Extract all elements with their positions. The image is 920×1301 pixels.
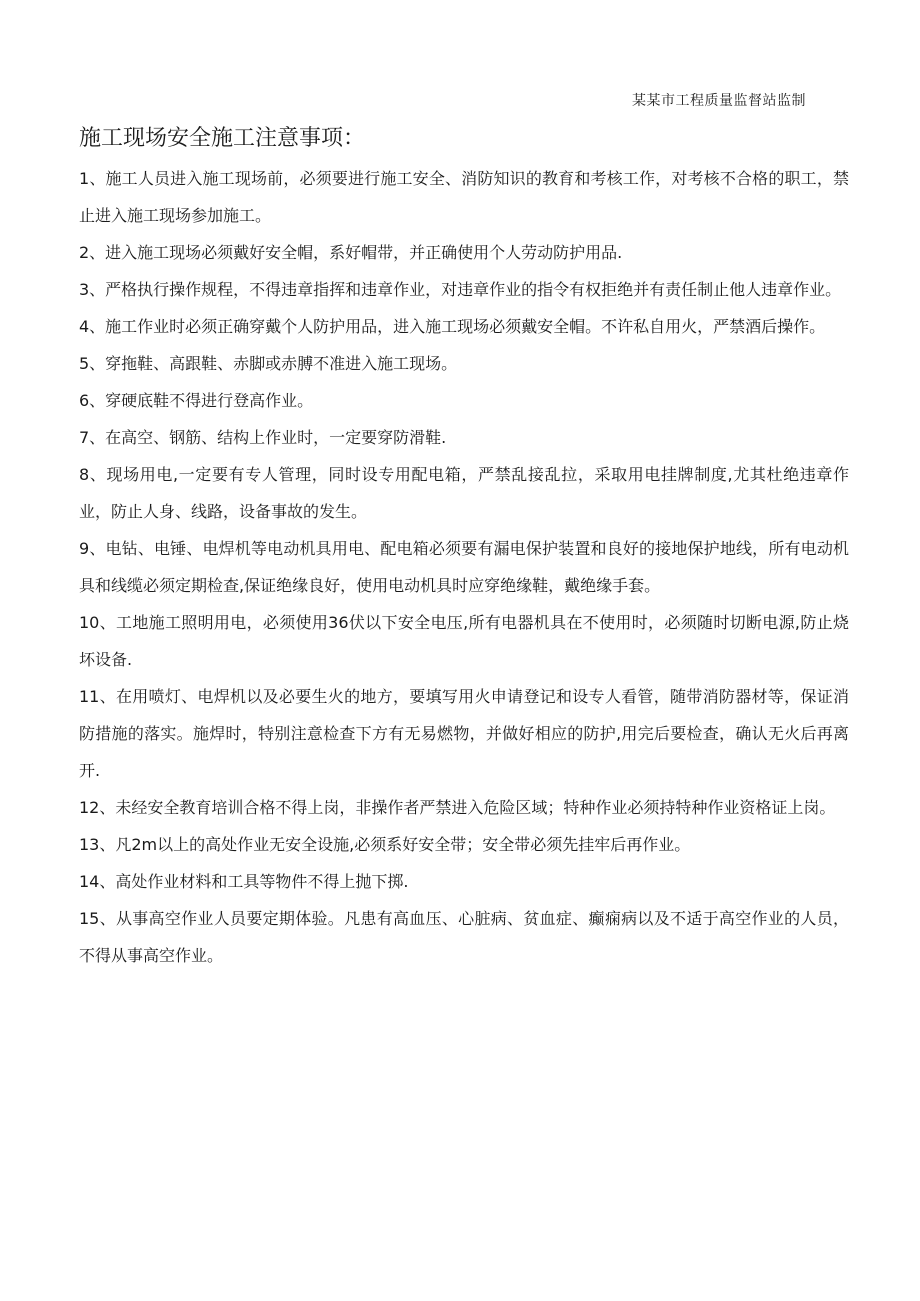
rule-item-9: 9、电钻、电锤、电焊机等电动机具用电、配电箱必须要有漏电保护装置和良好的接地保护地线，所有电动机具和线缆必须定期检查,保证绝缘良好，使用电动机具时应穿绝缘鞋，戴绝缘手套。 bbox=[79, 539, 849, 595]
rule-item-15: 15、从事高空作业人员要定期体验。凡患有高血压、心脏病、贫血症、癫痫病以及不适于高空作业的人员，不得从事高空作业。 bbox=[79, 909, 849, 965]
rule-item-6: 6、穿硬底鞋不得进行登高作业。 bbox=[79, 391, 314, 410]
rule-item-8: 8、现场用电,一定要有专人管理，同时设专用配电箱，严禁乱接乱拉，采取用电挂牌制度,尤其杜绝违章作业，防止人身、线路，设备事故的发生。 bbox=[79, 465, 849, 521]
rule-item-7: 7、在高空、钢筋、结构上作业时，一定要穿防滑鞋. bbox=[79, 428, 447, 447]
rule-item-12: 12、未经安全教育培训合格不得上岗，非操作者严禁进入危险区域；特种作业必须持特种作业资格证上岗。 bbox=[79, 798, 836, 817]
rules-list bbox=[79, 160, 849, 974]
page-title: 施工现场安全施工注意事项： bbox=[79, 126, 366, 151]
rule-item-1: 1、施工人员进入施工现场前，必须要进行施工安全、消防知识的教育和考核工作，对考核不合格的职工，禁止进入施工现场参加施工。 bbox=[79, 169, 849, 225]
rule-item-11: 11、在用喷灯、电焊机以及必要生火的地方，要填写用火申请登记和设专人看管，随带消防器材等，保证消防措施的落实。施焊时，特别注意检查下方有无易燃物，并做好相应的防护,用完后要检查，确认无火后再离开. bbox=[79, 687, 849, 780]
rule-item-3: 3、严格执行操作规程，不得违章指挥和违章作业，对违章作业的指令有权拒绝并有责任制止他人违章作业。 bbox=[79, 280, 842, 299]
rule-item-13: 13、凡2m以上的高处作业无安全设施,必须系好安全带；安全带必须先挂牢后再作业。 bbox=[79, 835, 691, 854]
rule-item-2: 2、进入施工现场必须戴好安全帽，系好帽带，并正确使用个人劳动防护用品. bbox=[79, 243, 623, 262]
rule-item-5: 5、穿拖鞋、高跟鞋、赤脚或赤膊不准进入施工现场。 bbox=[79, 354, 458, 373]
issuer-note: 某某市工程质量监督站监制 bbox=[632, 93, 806, 109]
rule-item-10: 10、工地施工照明用电，必须使用36伏以下安全电压,所有电器机具在不使用时，必须随时切断电源,防止烧坏设备. bbox=[79, 613, 849, 669]
rule-item-4: 4、施工作业时必须正确穿戴个人防护用品，进入施工现场必须戴安全帽。不许私自用火，严禁酒后操作。 bbox=[79, 317, 826, 336]
rule-item-14: 14、高处作业材料和工具等物件不得上抛下掷. bbox=[79, 872, 409, 891]
